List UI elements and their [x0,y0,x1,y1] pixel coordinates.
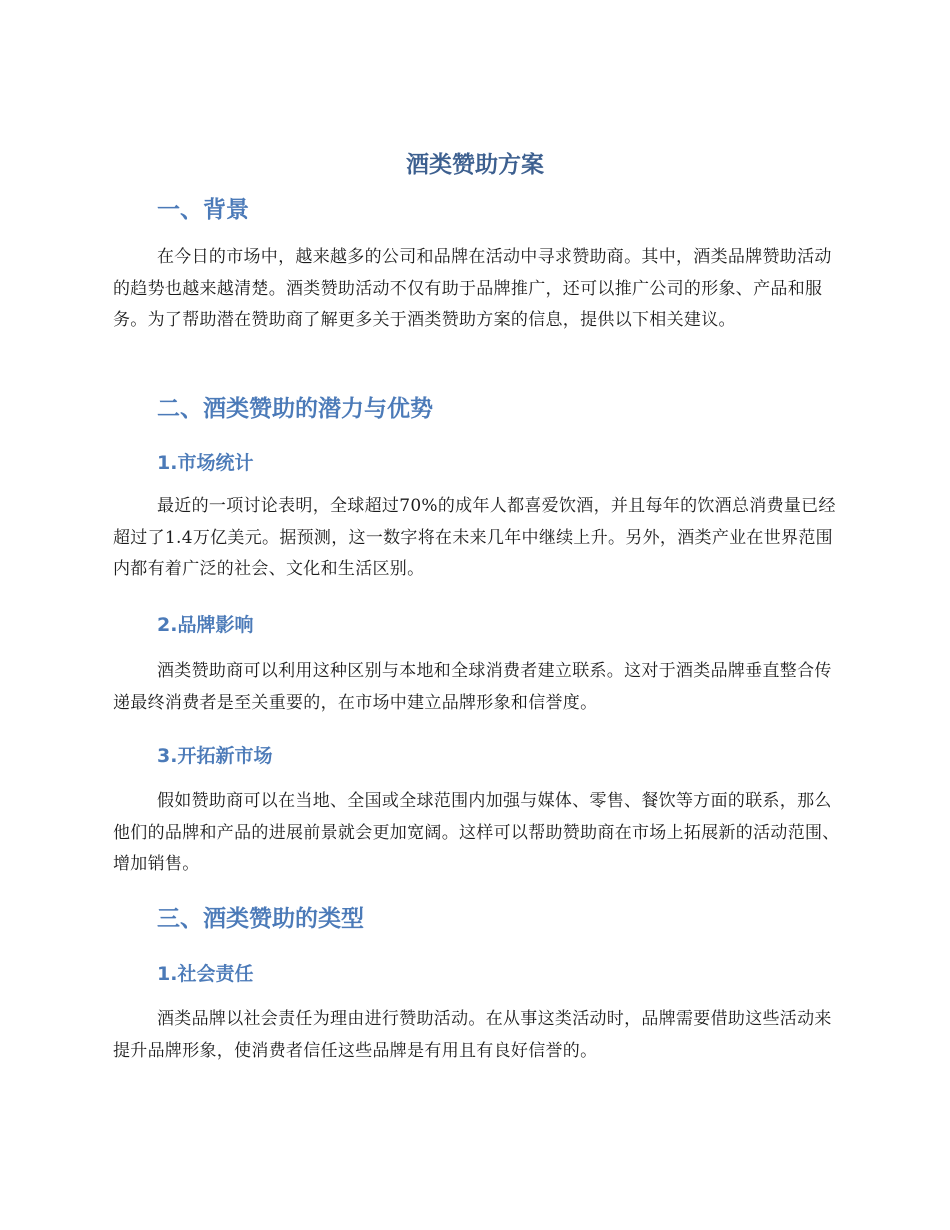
section-heading-potential-advantages: 二、酒类赞助的潜力与优势 [157,396,433,422]
subsection-heading-market-statistics: 1.市场统计 [157,452,254,474]
paragraph-new-markets: 假如赞助商可以在当地、全国或全球范围内加强与媒体、零售、餐饮等方面的联系，那么他们的品牌和产品的进展前景就会更加宽阔。这样可以帮助赞助商在市场上拓展新的活动范围、增加销售。 [113,791,840,874]
subsection-heading-new-markets: 3.开拓新市场 [157,745,273,767]
section-heading-background: 一、背景 [157,197,249,223]
paragraph-background: 在今日的市场中，越来越多的公司和品牌在活动中寻求赞助商。其中，酒类品牌赞助活动的趋势也越来越清楚。酒类赞助活动不仅有助于品牌推广，还可以推广公司的形象、产品和服务。为了帮助潜在赞助商了解更多关于酒类赞助方案的信息，提供以下相关建议。 [113,247,832,330]
subsection-heading-brand-influence: 2.品牌影响 [157,614,254,636]
subsection-heading-social-responsibility: 1.社会责任 [157,963,254,985]
paragraph-market-statistics: 最近的一项讨论表明，全球超过70%的成年人都喜爱饮酒，并且每年的饮酒总消费量已经超过了1.4万亿美元。据预测，这一数字将在未来几年中继续上升。另外，酒类产业在世界范围内都有着广泛的社会、文化和生活区别。 [113,496,836,579]
document-title: 酒类赞助方案 [406,152,544,178]
paragraph-social-responsibility: 酒类品牌以社会责任为理由进行赞助活动。在从事这类活动时，品牌需要借助这些活动来提升品牌形象，使消费者信任这些品牌是有用且有良好信誉的。 [113,1009,832,1061]
paragraph-brand-influence: 酒类赞助商可以利用这种区别与本地和全球消费者建立联系。这对于酒类品牌垂直整合传递最终消费者是至关重要的，在市场中建立品牌形象和信誉度。 [113,661,832,713]
section-heading-sponsorship-types: 三、酒类赞助的类型 [157,906,364,932]
